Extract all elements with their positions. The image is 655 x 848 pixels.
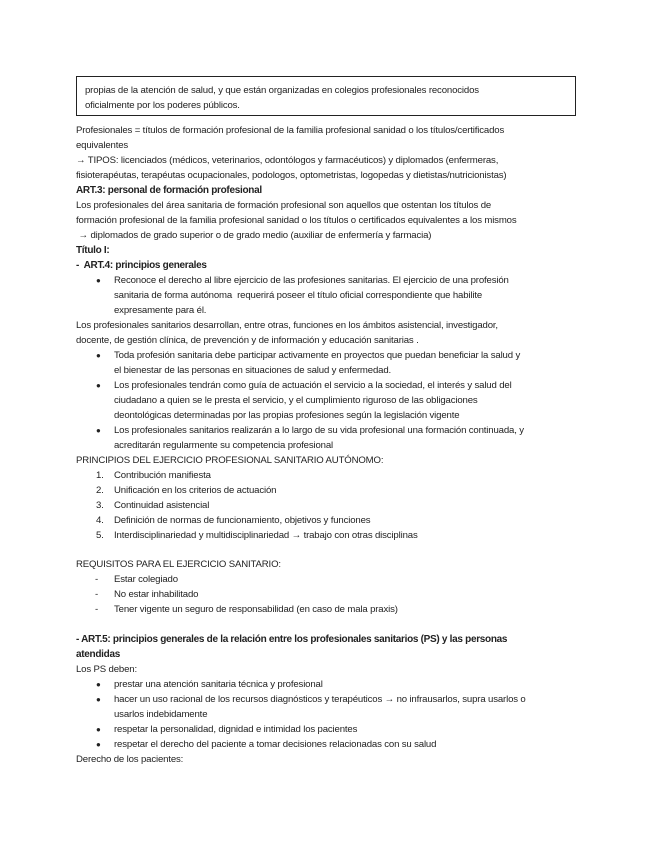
list-text: Definición de normas de funcionamiento, objetivos y funciones <box>114 515 371 526</box>
art5-intro: Los PS deben: <box>76 664 137 675</box>
document-body <box>76 123 584 767</box>
list-number: 3. <box>96 500 104 511</box>
art4-paragraph-line: Los profesionales sanitarios desarrollan, entre otras, funciones en los ámbitos asistencial, investigador, <box>76 320 498 331</box>
list-text: Estar colegiado <box>114 574 178 585</box>
list-text: Unificación en los criterios de actuación <box>114 485 277 496</box>
art3-line: formación profesional de la familia profesional sanidad o los títulos o certificados equivalentes a los mismos <box>76 215 517 226</box>
list-item <box>76 722 584 737</box>
list-item <box>76 602 584 617</box>
bullet-line: ciudadano a quien se le presta el servicio, y el cumplimiento riguroso de las obligaciones <box>114 395 478 406</box>
art5-heading: - ART.5: principios generales de la relación entre los profesionales sanitarios (PS) y las personas <box>76 634 508 645</box>
dash-icon: - <box>95 604 99 615</box>
spacer <box>76 543 584 557</box>
bullet-icon: ● <box>96 381 101 390</box>
bullet-icon: ● <box>96 725 101 734</box>
bullet-line: el bienestar de las personas en situaciones de salud y enfermedad. <box>114 365 392 376</box>
bullet-line: sanitaria de forma autónoma requerirá poseer el título oficial correspondiente que habilite <box>114 290 483 301</box>
list-item <box>76 737 584 752</box>
list-item <box>76 498 584 513</box>
principios-heading: PRINCIPIOS DEL EJERCICIO PROFESIONAL SANITARIO AUTÓNOMO: <box>76 455 384 466</box>
derecho-pacientes-line: Derecho de los pacientes: <box>76 754 184 765</box>
art4-bullet-list <box>76 348 584 453</box>
list-item <box>76 483 584 498</box>
list-item <box>76 348 584 378</box>
bullet-icon: ● <box>96 680 101 689</box>
quoted-definition-box <box>76 76 576 116</box>
list-item <box>76 677 584 692</box>
list-item <box>76 378 584 423</box>
box-line: propias de la atención de salud, y que están organizadas en colegios profesionales reconocidos <box>85 85 479 96</box>
bullet-icon: ● <box>96 276 101 285</box>
bullet-line: expresamente para él. <box>114 305 207 316</box>
art4-heading: - ART.4: principios generales <box>76 260 207 271</box>
titulo-heading: Título I: <box>76 245 110 256</box>
list-item <box>76 587 584 602</box>
list-item <box>76 513 584 528</box>
art4-paragraph-line: docente, de gestión clínica, de prevención y de información y educación sanitarias . <box>76 335 419 346</box>
list-number: 1. <box>96 470 104 481</box>
bullet-icon: ● <box>96 351 101 360</box>
bullet-line: Toda profesión sanitaria debe participar activamente en proyectos que puedan beneficiar la salud y <box>114 350 521 361</box>
profesionales-line: fisioterapéutas, terapéutas ocupacionales, podologos, optometristas, logopedas y dietistas/nutricionistas) <box>76 170 507 181</box>
list-text: Interdisciplinariedad y multidisciplinariedad → trabajo con otras disciplinas <box>114 530 418 541</box>
dash-icon: - <box>95 574 99 585</box>
requisitos-list <box>76 572 584 617</box>
profesionales-line: → TIPOS: licenciados (médicos, veterinarios, odontólogos y farmacéuticos) y diplomados (enfermeras, <box>76 155 499 166</box>
list-text: Continuidad asistencial <box>114 500 210 511</box>
list-item <box>76 528 584 543</box>
list-number: 5. <box>96 530 104 541</box>
requisitos-heading: REQUISITOS PARA EL EJERCICIO SANITARIO: <box>76 559 281 570</box>
list-number: 4. <box>96 515 104 526</box>
art5-heading: atendidas <box>76 649 120 660</box>
list-item <box>76 273 584 318</box>
principios-list <box>76 468 584 543</box>
list-item <box>76 468 584 483</box>
spacer <box>76 617 584 632</box>
art4-first-bullet-list <box>76 273 584 318</box>
profesionales-line: equivalentes <box>76 140 129 151</box>
list-text: Contribución manifiesta <box>114 470 211 481</box>
bullet-line: Los profesionales tendrán como guía de actuación el servicio a la sociedad, el interés y salud del <box>114 380 512 391</box>
bullet-line: prestar una atención sanitaria técnica y profesional <box>114 679 323 690</box>
bullet-line: usarlos indebidamente <box>114 709 208 720</box>
art3-heading: ART.3: personal de formación profesional <box>76 185 262 196</box>
dash-icon: - <box>95 589 99 600</box>
bullet-line: acreditarán regularmente su competencia profesional <box>114 440 333 451</box>
list-item <box>76 572 584 587</box>
profesionales-line: Profesionales = títulos de formación profesional de la familia profesional sanidad o los títulos/certificados <box>76 125 505 136</box>
list-text: Tener vigente un seguro de responsabilidad (en caso de mala praxis) <box>114 604 398 615</box>
bullet-line: respetar la personalidad, dignidad e intimidad los pacientes <box>114 724 358 735</box>
box-line: oficialmente por los poderes públicos. <box>85 100 240 111</box>
bullet-line: Reconoce el derecho al libre ejercicio de las profesiones sanitarias. El ejercicio de una profesión <box>114 275 509 286</box>
list-item <box>76 423 584 453</box>
bullet-icon: ● <box>96 426 101 435</box>
bullet-line: respetar el derecho del paciente a tomar decisiones relacionadas con su salud <box>114 739 437 750</box>
list-number: 2. <box>96 485 104 496</box>
art3-line: → diplomados de grado superior o de grado medio (auxiliar de enfermería y farmacia) <box>76 230 432 241</box>
art5-bullet-list <box>76 677 584 752</box>
bullet-line: Los profesionales sanitarios realizarán a lo largo de su vida profesional una formación continuada, y <box>114 425 524 436</box>
art3-line: Los profesionales del área sanitaria de formación profesional son aquellos que ostentan los títulos de <box>76 200 492 211</box>
list-item <box>76 692 584 722</box>
bullet-line: deontológicas determinadas por las propias profesiones según la legislación vigente <box>114 410 460 421</box>
bullet-icon: ● <box>96 740 101 749</box>
list-text: No estar inhabilitado <box>114 589 199 600</box>
bullet-line: hacer un uso racional de los recursos diagnósticos y terapéuticos → no infrausarlos, supra usarlos o <box>114 694 526 705</box>
bullet-icon: ● <box>96 695 101 704</box>
